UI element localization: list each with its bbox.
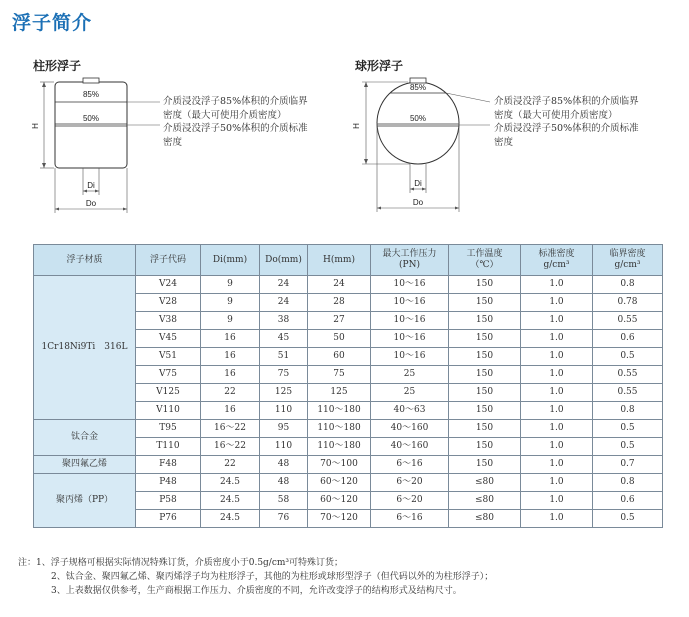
table-cell: 0.7	[593, 456, 663, 474]
header-std-line2: g/cm³	[543, 260, 570, 270]
sphere-mark-85: 85%	[409, 83, 427, 92]
notes	[18, 556, 493, 598]
table-cell: ≤80	[449, 474, 521, 492]
table-cell: V75	[136, 366, 201, 384]
table-cell: 50	[308, 330, 371, 348]
table-cell: 1.0	[521, 420, 593, 438]
table-cell: 27	[308, 312, 371, 330]
note-2: 2、钛合金、聚四氟乙烯、聚丙烯浮子均为柱形浮子，其他的为柱形或球形型浮子（但代码以外的为柱形浮子）；	[51, 572, 494, 582]
table-row	[34, 276, 663, 294]
cylinder-dim-h: H	[31, 123, 40, 129]
sphere-description	[494, 95, 639, 149]
header-critical-density	[593, 245, 663, 276]
cylinder-mark-85: 85%	[82, 90, 100, 99]
cylinder-desc-line: 密度（最大可使用介质密度）	[163, 109, 287, 121]
table-cell: 0.6	[593, 330, 663, 348]
sphere-float-label: 球形浮子	[355, 59, 404, 73]
table-cell: 0.5	[593, 420, 663, 438]
header-pressure-line1: 最大工作压力	[382, 249, 437, 259]
table-cell: 22	[201, 384, 260, 402]
table-cell: P58	[136, 492, 201, 510]
cylinder-desc-line: 密度	[163, 136, 183, 148]
table-cell: V28	[136, 294, 201, 312]
cylinder-desc-line: 介质浸没浮子85%体积的介质临界	[163, 96, 308, 107]
header-do: Do(mm)	[260, 245, 308, 276]
cylinder-float-label: 柱形浮子	[33, 59, 82, 73]
table-cell: V110	[136, 402, 201, 420]
cylinder-desc-line: 介质浸没浮子50%体积的介质标准	[163, 123, 308, 134]
sphere-dim-h: H	[352, 123, 361, 129]
table-cell: 6～20	[371, 474, 449, 492]
table-cell: 48	[260, 456, 308, 474]
table-cell: 0.6	[593, 492, 663, 510]
table-cell: 1.0	[521, 312, 593, 330]
table-cell: V38	[136, 312, 201, 330]
table-cell: 40～160	[371, 438, 449, 456]
table-cell: 60	[308, 348, 371, 366]
header-code: 浮子代码	[136, 245, 201, 276]
cylinder-dim-di: Di	[87, 181, 95, 190]
header-crit-line2: g/cm³	[614, 260, 641, 270]
table-cell: 1.0	[521, 492, 593, 510]
header-std-line1: 标准密度	[538, 249, 575, 259]
table-cell: 9	[201, 276, 260, 294]
table-cell: T95	[136, 420, 201, 438]
table-cell: 10～16	[371, 294, 449, 312]
table-cell: 10～16	[371, 330, 449, 348]
table-cell: 0.55	[593, 312, 663, 330]
table-cell: 16	[201, 402, 260, 420]
table-cell: V24	[136, 276, 201, 294]
sphere-dim-di: Di	[414, 179, 422, 188]
table-cell: 1.0	[521, 276, 593, 294]
table-cell: 75	[308, 366, 371, 384]
table-cell: 125	[308, 384, 371, 402]
table-cell: 22	[201, 456, 260, 474]
table-cell: 38	[260, 312, 308, 330]
table-cell: 9	[201, 294, 260, 312]
table-cell: 1.0	[521, 348, 593, 366]
table-cell: 51	[260, 348, 308, 366]
table-cell: 6～20	[371, 492, 449, 510]
table-cell: 10～16	[371, 276, 449, 294]
sphere-mark-50: 50%	[409, 114, 427, 123]
table-cell: 60～120	[308, 474, 371, 492]
table-cell: P76	[136, 510, 201, 528]
table-cell: V125	[136, 384, 201, 402]
note-3: 3、上表数据仅供参考，生产商根据工作压力、介质密度的不同，允许改变浮子的结构形式及结构尺寸。	[51, 586, 462, 596]
header-h: H(mm)	[308, 245, 371, 276]
table-cell: 10～16	[371, 348, 449, 366]
note-1: 注：1、浮子规格可根据实际情况特殊订货，介质密度小于0.5g/cm³可特殊订货；	[18, 558, 344, 568]
table-cell: 0.8	[593, 276, 663, 294]
table-cell: V51	[136, 348, 201, 366]
table-cell: 150	[449, 348, 521, 366]
table-row	[34, 456, 663, 474]
table-cell: 16～22	[201, 438, 260, 456]
table-cell: 16	[201, 348, 260, 366]
table-cell: 70～120	[308, 510, 371, 528]
cylinder-dim-do: Do	[85, 199, 97, 208]
table-cell: 76	[260, 510, 308, 528]
table-cell: 0.5	[593, 438, 663, 456]
table-cell: 24.5	[201, 474, 260, 492]
sphere-desc-line: 介质浸没浮子85%体积的介质临界	[494, 96, 639, 107]
table-cell: 48	[260, 474, 308, 492]
table-cell: 150	[449, 384, 521, 402]
table-cell: 0.5	[593, 348, 663, 366]
table-cell: 0.55	[593, 384, 663, 402]
table-cell: 1.0	[521, 294, 593, 312]
table-cell: 16	[201, 330, 260, 348]
table-cell: 24	[260, 294, 308, 312]
table-cell: 1.0	[521, 456, 593, 474]
table-cell: 16	[201, 366, 260, 384]
table-cell: 150	[449, 402, 521, 420]
table-cell: 1.0	[521, 366, 593, 384]
table-cell: 150	[449, 294, 521, 312]
header-temperature	[449, 245, 521, 276]
table-cell: 6～16	[371, 510, 449, 528]
material-cell: 聚四氟乙烯	[34, 456, 136, 474]
table-cell: 40～63	[371, 402, 449, 420]
table-header-row	[34, 245, 663, 276]
header-pressure-line2: (PN)	[399, 260, 420, 270]
table-cell: 110～180	[308, 402, 371, 420]
table-cell: 25	[371, 384, 449, 402]
table-cell: 1.0	[521, 402, 593, 420]
table-cell: T110	[136, 438, 201, 456]
table-cell: 28	[308, 294, 371, 312]
table-cell: 24.5	[201, 492, 260, 510]
table-cell: 1.0	[521, 474, 593, 492]
cylinder-description	[163, 95, 308, 149]
table-cell: 110～180	[308, 420, 371, 438]
table-row	[34, 474, 663, 492]
table-cell: 24	[260, 276, 308, 294]
table-cell: 150	[449, 312, 521, 330]
table-cell: 125	[260, 384, 308, 402]
material-cell: 钛合金	[34, 420, 136, 456]
table-cell: 0.8	[593, 474, 663, 492]
table-cell: 58	[260, 492, 308, 510]
table-cell: 150	[449, 420, 521, 438]
material-cell: 聚丙烯（PP）	[34, 474, 136, 528]
table-cell: 110	[260, 402, 308, 420]
table-cell: 150	[449, 330, 521, 348]
table-cell: 24	[308, 276, 371, 294]
table-cell: F48	[136, 456, 201, 474]
table-cell: 16～22	[201, 420, 260, 438]
header-crit-line1: 临界密度	[609, 249, 646, 259]
table-row	[34, 420, 663, 438]
table-cell: 1.0	[521, 330, 593, 348]
sphere-dim-do: Do	[412, 198, 424, 207]
float-spec-table	[33, 244, 663, 528]
header-pressure	[371, 245, 449, 276]
material-cell: 1Cr18Ni9Ti 316L	[34, 276, 136, 420]
table-cell: 9	[201, 312, 260, 330]
table-cell: ≤80	[449, 510, 521, 528]
table-cell: 110～180	[308, 438, 371, 456]
table-cell: 24.5	[201, 510, 260, 528]
cylinder-mark-50: 50%	[82, 114, 100, 123]
table-cell: 6～16	[371, 456, 449, 474]
table-cell: 25	[371, 366, 449, 384]
header-material: 浮子材质	[34, 245, 136, 276]
table-cell: 0.78	[593, 294, 663, 312]
table-cell: 1.0	[521, 510, 593, 528]
table-cell: 0.8	[593, 402, 663, 420]
header-standard-density	[521, 245, 593, 276]
table-cell: ≤80	[449, 492, 521, 510]
table-cell: 45	[260, 330, 308, 348]
header-temp-line2: （℃）	[470, 260, 499, 270]
table-cell: 95	[260, 420, 308, 438]
table-cell: 110	[260, 438, 308, 456]
sphere-desc-line: 介质浸没浮子50%体积的介质标准	[494, 123, 639, 134]
table-cell: 150	[449, 456, 521, 474]
table-cell: 150	[449, 276, 521, 294]
header-di: Di(mm)	[201, 245, 260, 276]
table-cell: 1.0	[521, 438, 593, 456]
table-cell: 150	[449, 366, 521, 384]
sphere-desc-line: 密度	[494, 136, 514, 148]
table-cell: P48	[136, 474, 201, 492]
sphere-desc-line: 密度（最大可使用介质密度）	[494, 109, 618, 121]
page-title: 浮子简介	[12, 12, 93, 34]
table-cell: 10～16	[371, 312, 449, 330]
table-cell: 150	[449, 438, 521, 456]
table-cell: 40～160	[371, 420, 449, 438]
header-temp-line1: 工作温度	[466, 249, 503, 259]
table-cell: 75	[260, 366, 308, 384]
table-cell: 60～120	[308, 492, 371, 510]
table-cell: 1.0	[521, 384, 593, 402]
table-cell: 0.5	[593, 510, 663, 528]
table-cell: V45	[136, 330, 201, 348]
table-cell: 70～100	[308, 456, 371, 474]
table-cell: 0.55	[593, 366, 663, 384]
